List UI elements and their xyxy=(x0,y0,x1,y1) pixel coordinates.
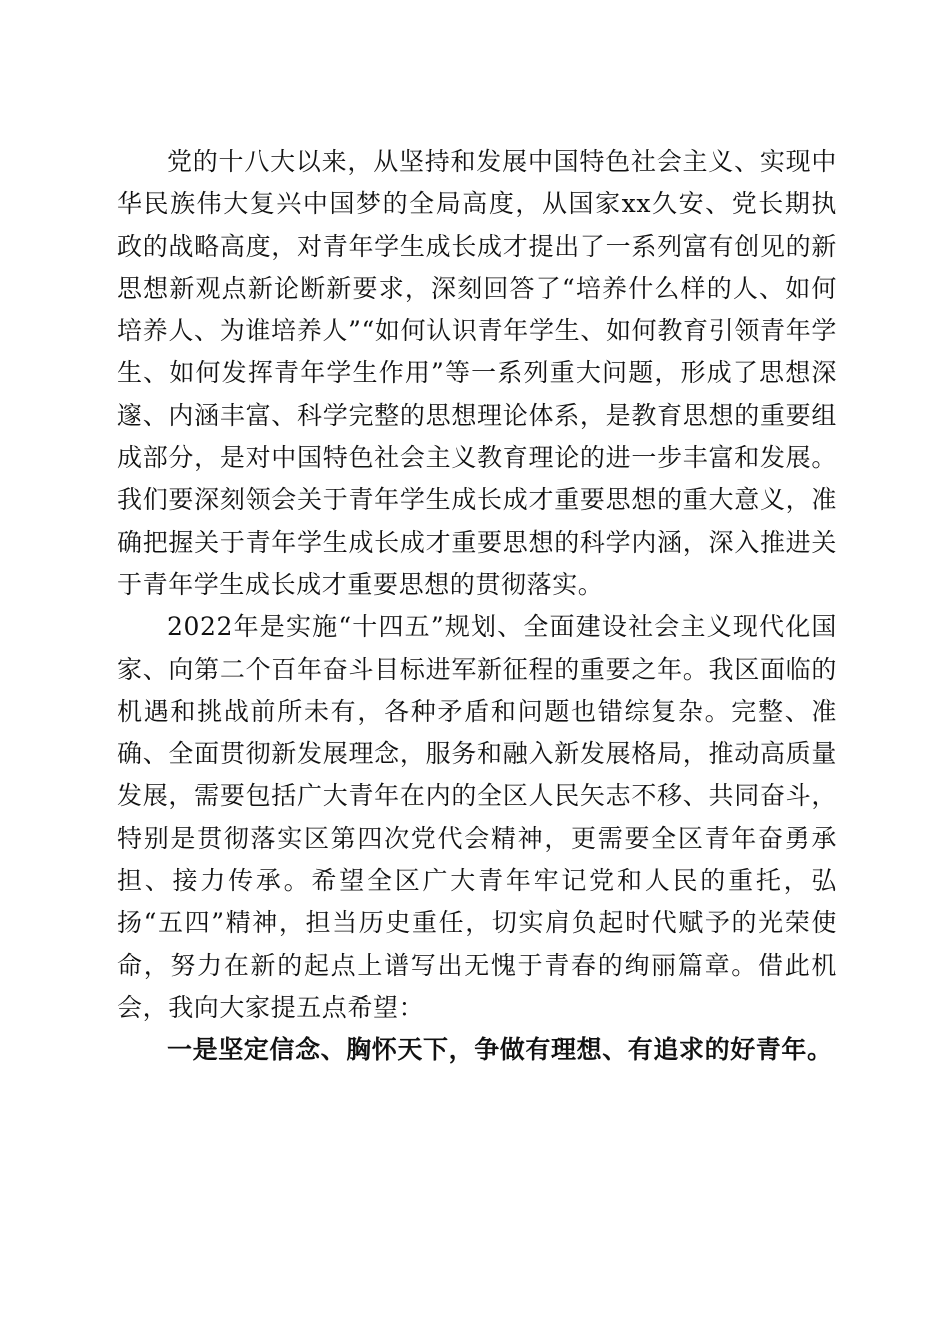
document-body xyxy=(117,141,837,1072)
paragraph-2022: 2022年是实施“十四五”规划、全面建设社会主义现代化国家、向第二个百年奋斗目标进军新征程的重要之年。我区面临的机遇和挑战前所未有，各种矛盾和问题也错综复杂。完整、准确、全面贯彻新发展理念，服务和融入新发展格局，推动高质量发展，需要包括广大青年在内的全区人民矢志不移、共同奋斗，特别是贯彻落实区第四次党代会精神，更需要全区青年奋勇承担、接力传承。希望全区广大青年牢记党和人民的重托，弘扬“五四”精神，担当历史重任，切实肩负起时代赋予的光荣使命，努力在新的起点上谱写出无愧于青春的绚丽篇章。借此机会，我向大家提五点希望： xyxy=(117,612,837,1022)
point-one-heading: 一是坚定信念、胸怀天下，争做有理想、有追求的好青年。 xyxy=(167,1035,833,1065)
paragraph-intro: 党的十八大以来，从坚持和发展中国特色社会主义、实现中华民族伟大复兴中国梦的全局高度，从国家xx久安、党长期执政的战略高度，对青年学生成长成才提出了一系列富有创见的新思想新观点新论断新要求，深刻回答了“培养什么样的人、如何培养人、为谁培养人”“如何认识青年学生、如何教育引领青年学生、如何发挥青年学生作用”等一系列重大问题，形成了思想深邃、内涵丰富、科学完整的思想理论体系，是教育思想的重要组成部分，是对中国特色社会主义教育理论的进一步丰富和发展。我们要深刻领会关于青年学生成长成才重要思想的重大意义，准确把握关于青年学生成长成才重要思想的科学内涵，深入推进关于青年学生成长成才重要思想的贯彻落实。 xyxy=(117,147,837,599)
